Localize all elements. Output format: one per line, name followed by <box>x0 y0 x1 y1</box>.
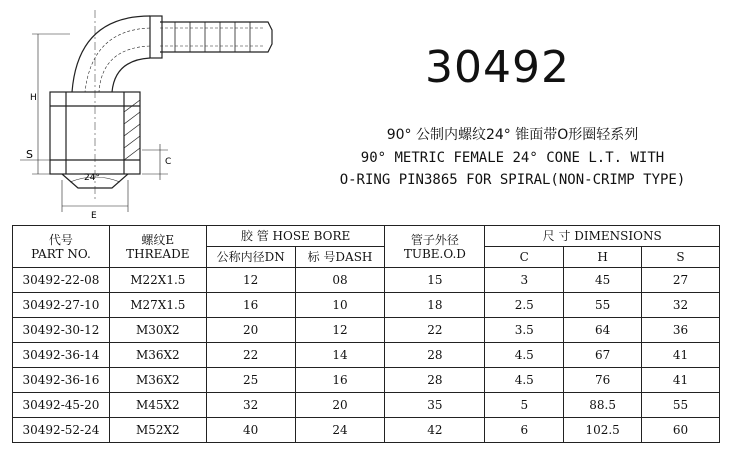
cell-c: 4.5 <box>485 368 564 393</box>
dim-angle-label: 24° <box>84 173 100 183</box>
cell-c: 4.5 <box>485 343 564 368</box>
hose-tail-outline <box>160 22 272 52</box>
table-row <box>13 318 720 343</box>
table-row <box>13 293 720 318</box>
dim-h-label: H <box>30 93 37 103</box>
cell-tube: 42 <box>385 418 485 443</box>
col-thread <box>109 226 206 268</box>
cell-dash: 14 <box>295 343 385 368</box>
col-tube-en: TUBE.O.D <box>403 246 466 261</box>
cell-dn: 12 <box>206 268 295 293</box>
col-dim-h: H <box>564 247 642 268</box>
cell-dn: 40 <box>206 418 295 443</box>
cell-part: 30492-36-16 <box>13 368 110 393</box>
table-header-row <box>13 226 720 247</box>
cell-h: 88.5 <box>564 393 642 418</box>
cell-s: 55 <box>642 393 720 418</box>
cell-dn: 25 <box>206 368 295 393</box>
cell-s: 27 <box>642 268 720 293</box>
table-row <box>13 393 720 418</box>
table-row <box>13 268 720 293</box>
cell-dash: 20 <box>295 393 385 418</box>
cell-tube: 22 <box>385 318 485 343</box>
cell-tube: 15 <box>385 268 485 293</box>
table-row <box>13 368 720 393</box>
cell-h: 76 <box>564 368 642 393</box>
cell-s: 32 <box>642 293 720 318</box>
cell-tube: 18 <box>385 293 485 318</box>
cell-dn: 22 <box>206 343 295 368</box>
cell-tube: 28 <box>385 343 485 368</box>
cell-s: 36 <box>642 318 720 343</box>
col-tube-od <box>385 226 485 268</box>
cell-part: 30492-30-12 <box>13 318 110 343</box>
cell-c: 3.5 <box>485 318 564 343</box>
cell-thread: M30X2 <box>109 318 206 343</box>
cell-dn: 32 <box>206 393 295 418</box>
cell-s: 41 <box>642 368 720 393</box>
table-row <box>13 343 720 368</box>
col-dim-s: S <box>642 247 720 268</box>
col-hose-dash: 标 号DASH <box>295 247 385 268</box>
col-dim-c: C <box>485 247 564 268</box>
cell-h: 67 <box>564 343 642 368</box>
cell-dn: 20 <box>206 318 295 343</box>
col-part-no <box>13 226 110 268</box>
cell-part: 30492-22-08 <box>13 268 110 293</box>
col-tube-cn: 管子外径 <box>410 232 459 247</box>
cell-dash: 12 <box>295 318 385 343</box>
cell-part: 30492-36-14 <box>13 343 110 368</box>
cell-thread: M36X2 <box>109 368 206 393</box>
fitting-drawing <box>0 0 300 225</box>
cell-h: 55 <box>564 293 642 318</box>
cell-part: 30492-27-10 <box>13 293 110 318</box>
cell-h: 64 <box>564 318 642 343</box>
cell-thread: M45X2 <box>109 393 206 418</box>
cell-thread: M52X2 <box>109 418 206 443</box>
cell-s: 60 <box>642 418 720 443</box>
col-thread-en: THREADE <box>126 246 190 261</box>
dim-e-label: E <box>91 211 97 221</box>
col-part-no-en: PART NO. <box>31 246 91 261</box>
elbow-outer <box>72 16 150 92</box>
col-hose-dn: 公称内径DN <box>206 247 295 268</box>
cell-dash: 08 <box>295 268 385 293</box>
cell-part: 30492-52-24 <box>13 418 110 443</box>
col-dimensions: 尺 寸 DIMENSIONS <box>485 226 720 247</box>
part-number-title: 30492 <box>425 42 570 93</box>
cell-c: 2.5 <box>485 293 564 318</box>
cell-part: 30492-45-20 <box>13 393 110 418</box>
elbow-inner <box>112 58 150 92</box>
cell-c: 6 <box>485 418 564 443</box>
description-english-line2: O-RING PIN3865 FOR SPIRAL(NON-CRIMP TYPE) <box>339 172 686 188</box>
cell-tube: 28 <box>385 368 485 393</box>
cell-thread: M36X2 <box>109 343 206 368</box>
dim-c-label: C <box>165 157 172 167</box>
cell-thread: M27X1.5 <box>109 293 206 318</box>
description-chinese: 90° 公制内螺纹24° 锥面带O形圈轻系列 <box>386 127 639 143</box>
cell-s: 41 <box>642 343 720 368</box>
col-part-no-cn: 代号 <box>48 232 73 247</box>
spec-table <box>12 225 720 443</box>
col-thread-cn: 螺纹E <box>141 232 175 247</box>
table-row <box>13 418 720 443</box>
description-english-line1: 90° METRIC FEMALE 24° CONE L.T. WITH <box>360 150 665 166</box>
cell-h: 102.5 <box>564 418 642 443</box>
cell-c: 3 <box>485 268 564 293</box>
cell-dash: 10 <box>295 293 385 318</box>
cell-thread: M22X1.5 <box>109 268 206 293</box>
col-hose-bore: 胶 管 HOSE BORE <box>206 226 385 247</box>
cell-h: 45 <box>564 268 642 293</box>
cell-dash: 24 <box>295 418 385 443</box>
cell-dn: 16 <box>206 293 295 318</box>
cell-dash: 16 <box>295 368 385 393</box>
cell-c: 5 <box>485 393 564 418</box>
dim-s-label: S <box>26 148 33 161</box>
cell-tube: 35 <box>385 393 485 418</box>
